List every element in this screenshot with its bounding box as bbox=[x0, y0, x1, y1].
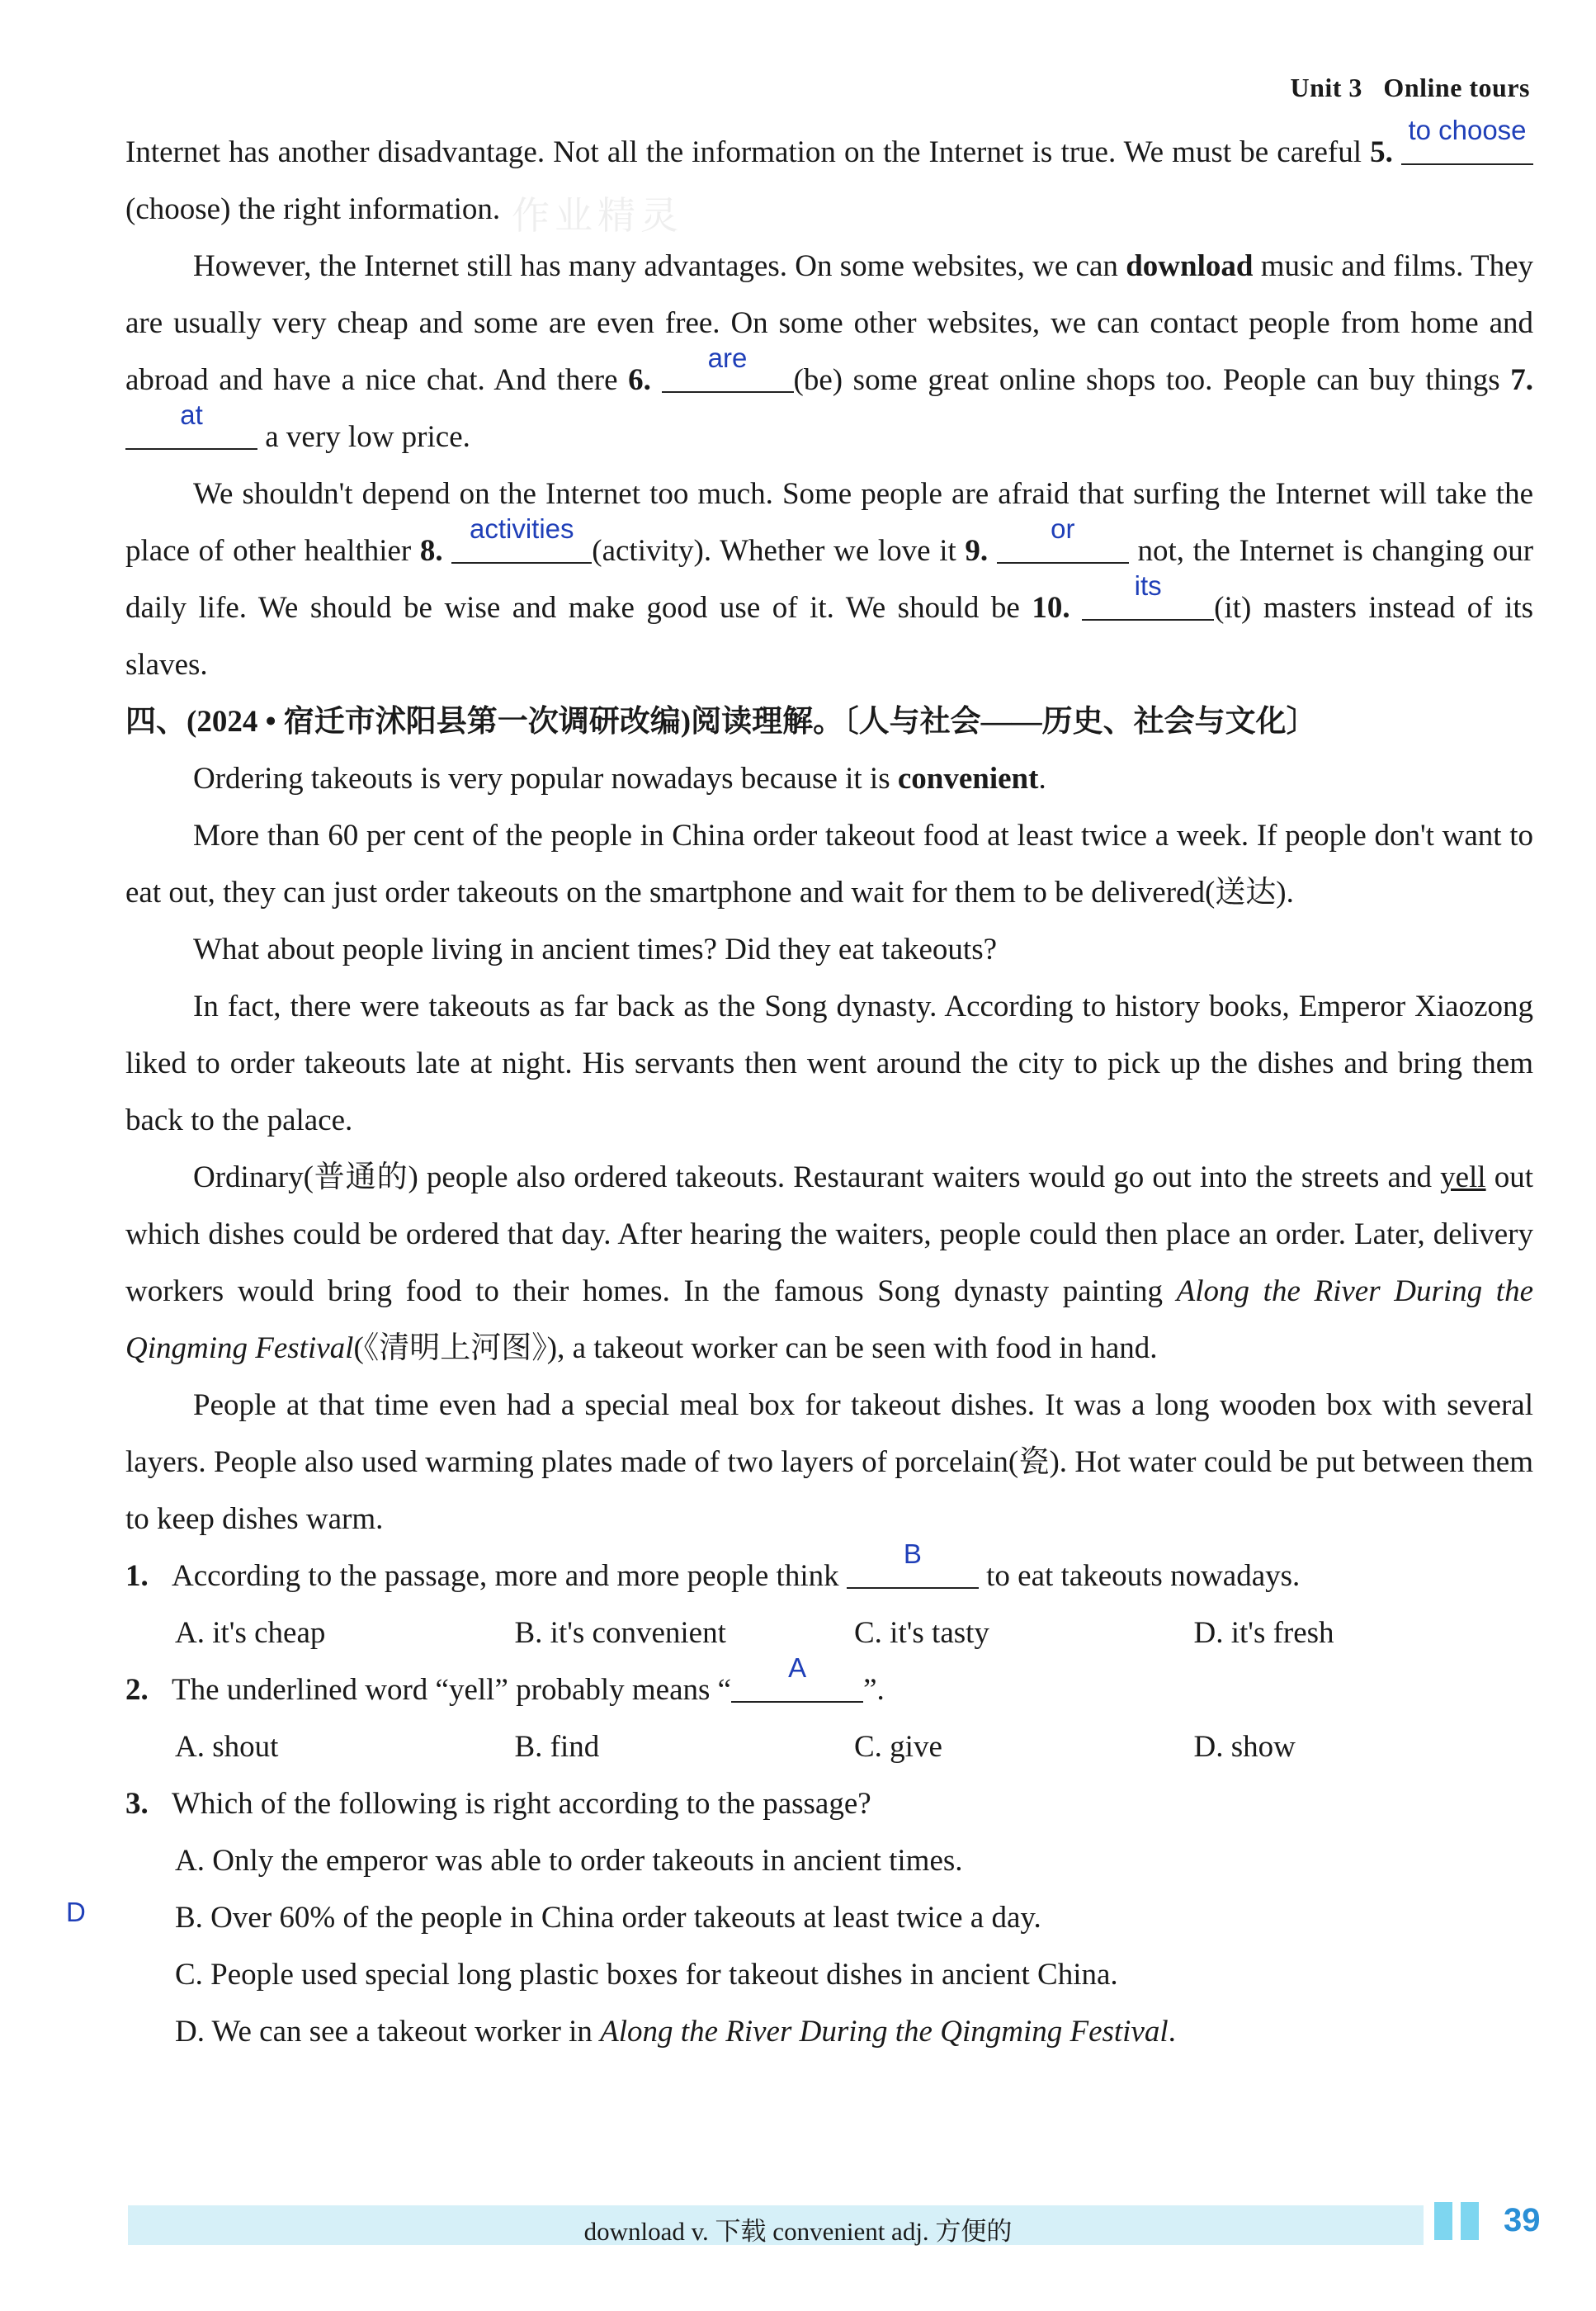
answer-10: its bbox=[1134, 570, 1162, 602]
reading-para5: Ordinary(普通的) people also ordered takeouts. Restaurant waiters would go out into the streets and yell out which dishes could be ordered that day. After hearing the waiters, people could then place an order. Later, delivery workers would bring food to their homes. In the famous Song dynasty painting Along the River During the Qingming Festival(《清明上河图》), a takeout worker can be seen with food in hand. bbox=[125, 1160, 1534, 1365]
options-q2 bbox=[125, 1718, 1533, 1775]
answer-9: or bbox=[1051, 513, 1075, 545]
option-c: C. it's tasty bbox=[854, 1616, 989, 1650]
answer-6: are bbox=[707, 343, 748, 374]
question-3: 3. Which of the following is right according to the passage? bbox=[125, 1787, 871, 1821]
answer-8: activities bbox=[469, 513, 574, 545]
option-c: C. give bbox=[854, 1730, 942, 1764]
option-a: A. Only the emperor was able to order takeouts in ancient times. bbox=[175, 1844, 963, 1878]
option-d: D. it's fresh bbox=[1193, 1616, 1334, 1650]
option-b: B. it's convenient bbox=[514, 1616, 726, 1650]
passage1-para1: Internet has another disadvantage. Not all the information on the Internet is true. We must be careful 5. to choose (choose) the right information. bbox=[125, 124, 1533, 238]
page-number: 39 bbox=[1504, 2202, 1541, 2238]
option-b: B. Over 60% of the people in China order takeouts at least twice a day. bbox=[175, 1901, 1041, 1935]
blank-6 bbox=[662, 343, 794, 394]
answer-7: at bbox=[180, 399, 203, 431]
option-d: D. show bbox=[1193, 1730, 1296, 1764]
option-d: D. We can see a takeout worker in Along the River During the Qingming Festival. bbox=[175, 2015, 1176, 2049]
answer-q1: B bbox=[903, 1538, 922, 1570]
option-c: C. People used special long plastic boxes for takeout dishes in ancient China. bbox=[175, 1958, 1118, 1992]
option-b: B. find bbox=[514, 1730, 600, 1764]
blank-q2 bbox=[731, 1652, 863, 1704]
blank-10 bbox=[1082, 570, 1214, 621]
unit-label: Unit 3 bbox=[1290, 73, 1362, 102]
reading-para3: What about people living in ancient times? Did they eat takeouts? bbox=[193, 933, 998, 966]
answer-q2: A bbox=[788, 1652, 807, 1684]
question-1: 1. According to the passage, more and more people think B to eat takeouts nowadays. bbox=[125, 1538, 1301, 1593]
reading-para6: People at that time even had a special meal box for takeout dishes. It was a long wooden box with several layers. People also used warming plates made of two layers of porcelain(瓷). Hot water could be put between them to keep dishes warm. bbox=[125, 1388, 1533, 1536]
passage1-para2: However, the Internet still has many advantages. On some websites, we can download music and films. They are usually very cheap and some are even free. On some other websites, we can contact people from home and abroad and have a nice chat. And there 6. are (be) some great online shops too. People can buy things 7. at a very low price. bbox=[125, 249, 1534, 454]
underlined-word: yell bbox=[1440, 1160, 1486, 1194]
options-q1 bbox=[125, 1604, 1533, 1661]
footer-vocab: download v. 下载 convenient adj. 方便的 bbox=[583, 2217, 1013, 2246]
option-a: A. shout bbox=[175, 1730, 279, 1764]
blank-8 bbox=[451, 513, 592, 565]
blank-9 bbox=[997, 513, 1129, 565]
question-2: 2. The underlined word “yell” probably means “ A ”. bbox=[125, 1652, 885, 1707]
blank-5 bbox=[1401, 115, 1533, 166]
unit-title: Online tours bbox=[1383, 73, 1530, 102]
reading-para1: Ordering takeouts is very popular nowadays because it is convenient. bbox=[193, 762, 1046, 796]
footer-decoration bbox=[1434, 2202, 1487, 2244]
reading-para2: More than 60 per cent of the people in China order takeout food at least twice a week. If people don't want to eat out, they can just order takeouts on the smartphone and wait for them to be delivered(送达). bbox=[125, 819, 1533, 910]
option-a: A. it's cheap bbox=[175, 1616, 326, 1650]
section-heading: 四、(2024 • 宿迁市沭阳县第一次调研改编)阅读理解。〔人与社会——历史、社会与文化〕 bbox=[125, 705, 1317, 739]
watermark: 作业精灵 bbox=[512, 193, 683, 238]
blank-7 bbox=[125, 399, 257, 451]
answer-q3: D bbox=[66, 1897, 86, 1927]
main-content bbox=[125, 115, 1534, 2060]
unit-header bbox=[1290, 73, 1530, 103]
passage1-para3: We shouldn't depend on the Internet too much. Some people are afraid that surfing the Internet will take the place of other healthier 8. activities (activity). Whether we love it 9. or not, the Internet is changing our daily life. We should be wise and make good use of it. We should be 10. its (it) masters instead of its slaves. bbox=[125, 477, 1534, 682]
reading-para4: In fact, there were takeouts as far back as the Song dynasty. According to history books, Emperor Xiaozong liked to order takeouts late at night. His servants then went around the city to pick up the dishes and bring them back to the palace. bbox=[125, 990, 1533, 1137]
blank-q1 bbox=[847, 1538, 979, 1590]
answer-5: to choose bbox=[1408, 115, 1527, 146]
